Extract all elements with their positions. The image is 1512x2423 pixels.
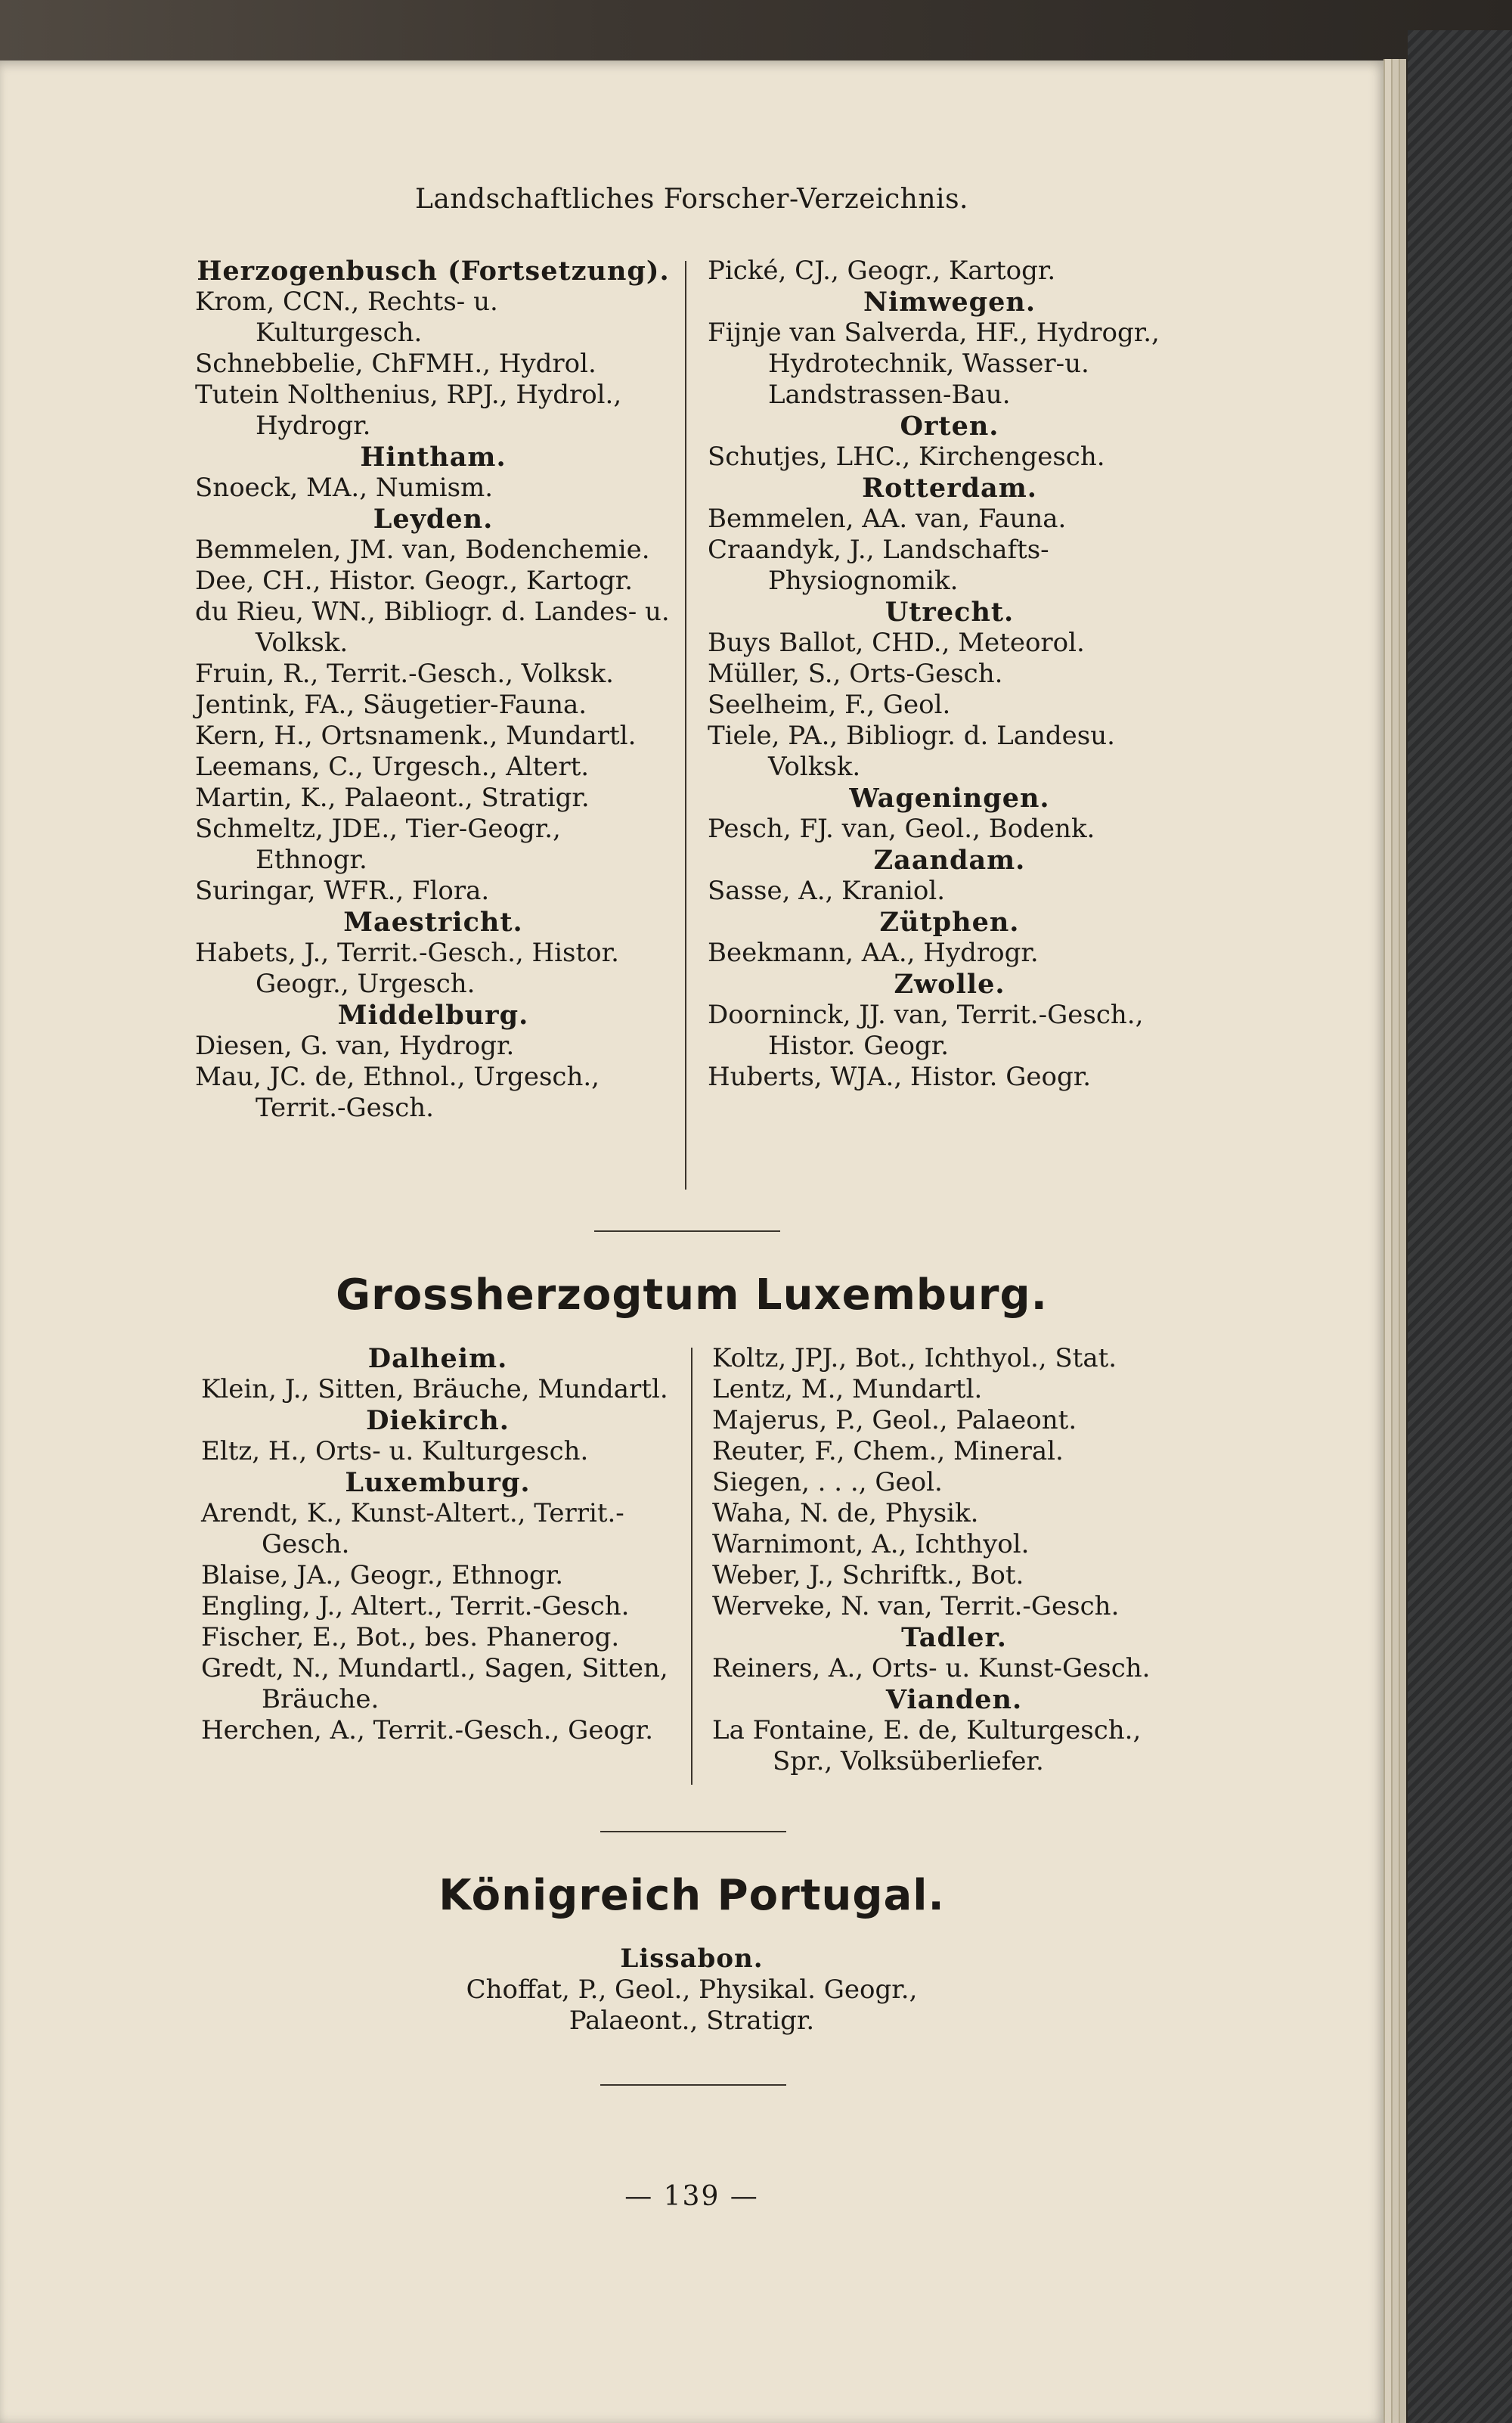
place-heading: Utrecht. [885, 597, 1015, 628]
entry: Schutjes, LHC., Kirchengesch. [708, 442, 1105, 472]
entry: Tiele, PA., Bibliogr. d. Landesu. Volksk. [708, 721, 1115, 782]
entry: Dee, CH., Histor. Geogr., Kartogr. [195, 566, 634, 596]
place-heading: Rotterdam. [862, 473, 1037, 504]
entry: Engling, J., Altert., Territ.-Gesch. [201, 1591, 630, 1621]
entry: Buys Ballot, CHD., Meteorol. [708, 628, 1085, 658]
entry: du Rieu, WN., Bibliogr. d. Landes- u. Volksk. [195, 597, 670, 658]
entry: Reuter, F., Chem., Mineral. [712, 1436, 1064, 1466]
place-heading: Maestricht. [343, 907, 523, 938]
entry: Choffat, P., Geol., Physikal. Geogr., [466, 1975, 918, 2005]
place-heading: Wageningen. [849, 783, 1050, 814]
place-heading: Tadler. [901, 1622, 1007, 1653]
place-heading: Zütphen. [879, 907, 1020, 938]
entry: Sasse, A., Kraniol. [708, 876, 946, 906]
section-divider [594, 1230, 780, 1232]
entry: Kern, H., Ortsnamenk., Mundartl. [195, 721, 637, 751]
place-heading: Lissabon. [620, 1944, 764, 1974]
portugal-section [0, 1944, 1383, 2037]
entry: Herchen, A., Territ.-Gesch., Geogr. [201, 1715, 654, 1745]
entry: Klein, J., Sitten, Bräuche, Mundartl. [201, 1374, 668, 1404]
entry: Waha, N. de, Physik. [712, 1498, 979, 1528]
place-heading: Herzogenbusch (Fortsetzung). [197, 256, 670, 287]
page-number: — 139 — [624, 2181, 759, 2212]
entry: Schnebbelie, ChFMH., Hydrol. [195, 349, 596, 379]
entry: La Fontaine, E. de, Kulturgesch., Spr., Volksüberliefer. [712, 1715, 1142, 1776]
entry: Mau, JC. de, Ethnol., Urgesch., Territ.-Gesch. [195, 1062, 600, 1123]
entry: Bemmelen, JM. van, Bodenchemie. [195, 535, 650, 565]
entry: Warnimont, A., Ichthyol. [712, 1529, 1030, 1559]
place-heading: Nimwegen. [863, 287, 1036, 318]
place-heading: Leyden. [373, 504, 494, 535]
entry: Krom, CCN., Rechts- u. Kulturgesch. [195, 287, 498, 348]
entry: Fijnje van Salverda, HF., Hydrogr., Hydrotechnik, Wasser-u. Landstrassen-Bau. [708, 318, 1160, 410]
running-head: Landschaftliches Forscher-Verzeichnis. [414, 184, 968, 215]
entry: Pické, CJ., Geogr., Kartogr. [708, 256, 1056, 286]
place-heading: Zwolle. [894, 969, 1005, 1000]
book-cover [1408, 30, 1512, 2423]
entry: Jentink, FA., Säugetier-Fauna. [195, 690, 587, 720]
netherlands-left-column [195, 256, 671, 1124]
entry: Tutein Nolthenius, RPJ., Hydrol., Hydrogr. [195, 380, 622, 441]
place-heading: Middelburg. [337, 1000, 529, 1031]
column-divider [691, 1348, 692, 1785]
place-heading: Hintham. [360, 442, 507, 473]
place-heading: Orten. [900, 411, 999, 442]
entry: Gredt, N., Mundartl., Sagen, Sitten, Bräuche. [201, 1653, 668, 1714]
entry: Suringar, WFR., Flora. [195, 876, 490, 906]
entry: Diesen, G. van, Hydrogr. [195, 1031, 515, 1061]
entry: Habets, J., Territ.-Gesch., Histor. Geogr., Urgesch. [195, 938, 619, 999]
entry: Werveke, N. van, Territ.-Gesch. [712, 1591, 1120, 1621]
entry: Pesch, FJ. van, Geol., Bodenk. [708, 814, 1095, 844]
entry: Weber, J., Schriftk., Bot. [712, 1560, 1024, 1590]
place-heading: Zaandam. [873, 845, 1026, 876]
country-heading-luxembourg: Grossherzogtum Luxemburg. [336, 1270, 1048, 1320]
place-heading: Diekirch. [366, 1405, 510, 1436]
entry: Müller, S., Orts-Gesch. [708, 659, 1003, 689]
entry: Snoeck, MA., Numism. [195, 473, 494, 503]
entry: Schmeltz, JDE., Tier-Geogr., Ethnogr. [195, 814, 561, 875]
country-heading-portugal: Königreich Portugal. [438, 1871, 945, 1920]
entry: Fruin, R., Territ.-Gesch., Volksk. [195, 659, 614, 689]
entry: Majerus, P., Geol., Palaeont. [712, 1405, 1077, 1435]
entry: Huberts, WJA., Histor. Geogr. [708, 1062, 1092, 1092]
entry: Eltz, H., Orts- u. Kulturgesch. [201, 1436, 589, 1466]
page-edge [1399, 59, 1406, 2423]
entry: Koltz, JPJ., Bot., Ichthyol., Stat. [712, 1343, 1117, 1373]
entry: Bemmelen, AA. van, Fauna. [708, 504, 1067, 534]
entry: Craandyk, J., Landschafts-Physiognomik. [708, 535, 1049, 596]
entry: Leemans, C., Urgesch., Altert. [195, 752, 590, 782]
entry: Arendt, K., Kunst-Altert., Territ.-Gesch. [201, 1498, 624, 1559]
luxembourg-left-column [201, 1343, 674, 1746]
place-heading: Luxemburg. [345, 1467, 531, 1498]
entry: Reiners, A., Orts- u. Kunst-Gesch. [712, 1653, 1151, 1683]
section-divider [600, 1831, 786, 1832]
section-divider [600, 2084, 786, 2086]
place-heading: Dalheim. [367, 1343, 508, 1374]
entry: Fischer, E., Bot., bes. Phanerog. [201, 1622, 620, 1652]
entry: Palaeont., Stratigr. [569, 2006, 815, 2036]
page-edge [1383, 59, 1391, 2423]
entry: Beekmann, AA., Hydrogr. [708, 938, 1039, 968]
entry: Martin, K., Palaeont., Stratigr. [195, 783, 590, 813]
netherlands-right-column [708, 256, 1191, 1093]
luxembourg-right-column [712, 1343, 1196, 1777]
page-edge [1391, 59, 1399, 2423]
entry: Lentz, M., Mundartl. [712, 1374, 983, 1404]
entry: Seelheim, F., Geol. [708, 690, 951, 720]
place-heading: Vianden. [885, 1684, 1023, 1715]
entry: Blaise, JA., Geogr., Ethnogr. [201, 1560, 564, 1590]
entry: Doorninck, JJ. van, Territ.-Gesch., Histor. Geogr. [708, 1000, 1144, 1061]
entry: Siegen, . . ., Geol. [712, 1467, 943, 1497]
column-divider [685, 261, 686, 1190]
